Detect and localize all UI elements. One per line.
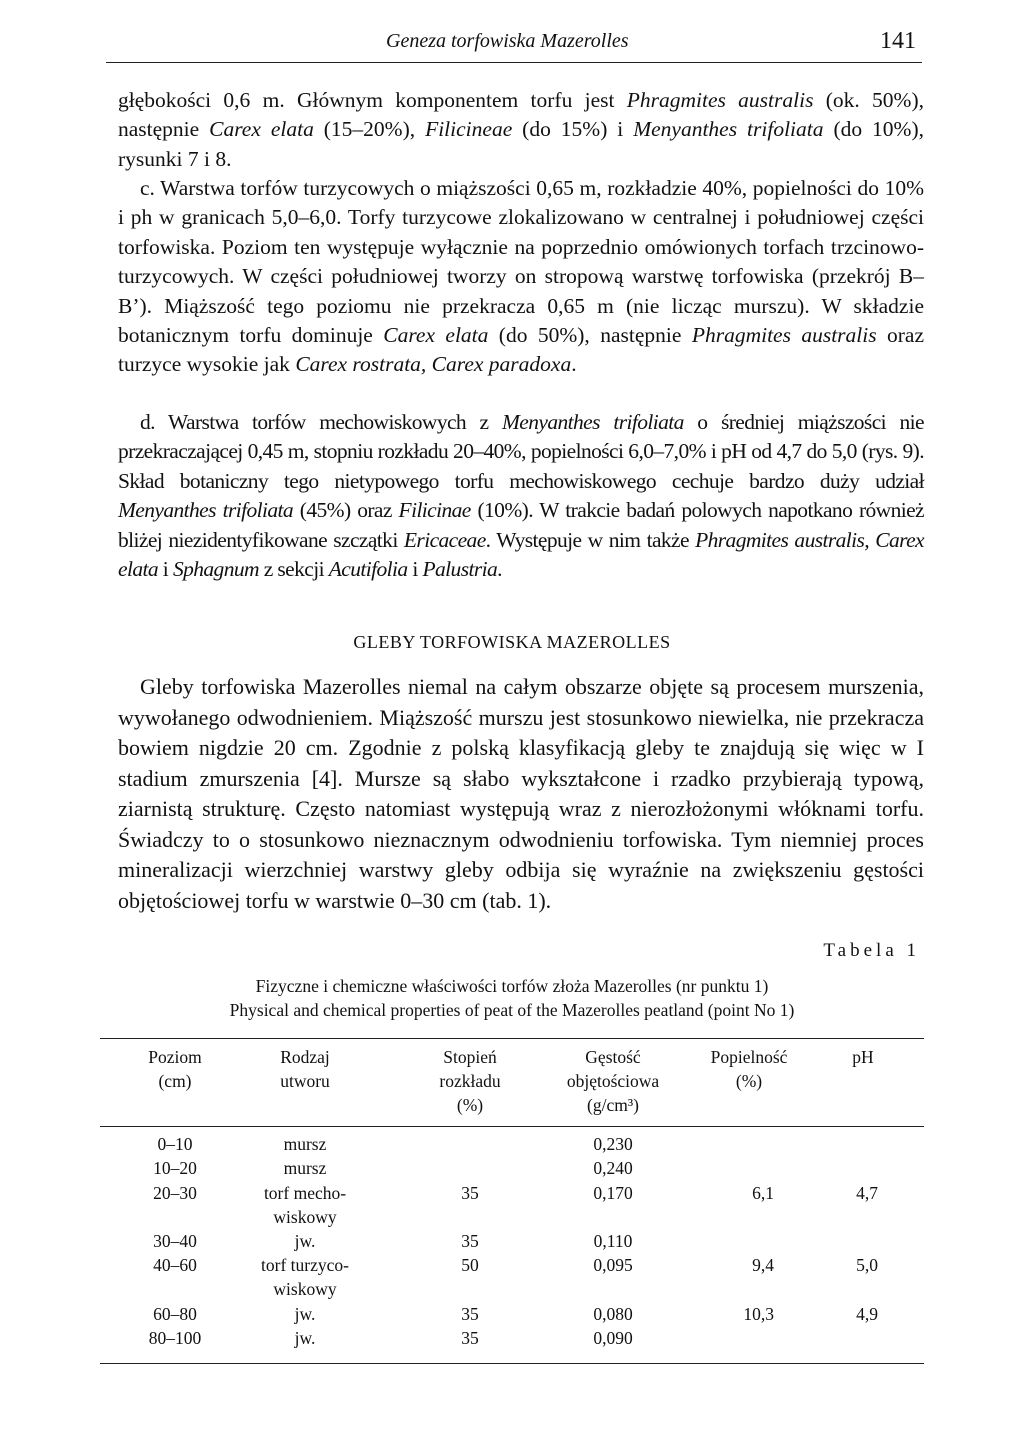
species-name: Sphagnum [172,557,259,582]
species-name: Filicinae [398,498,471,523]
text-span: (ok. 50%), następnie [118,88,924,142]
header-line: (g/cm³) [587,1095,639,1115]
column-header-gestosc [548,1045,678,1117]
species-name: Carex elata [383,323,489,348]
table-cell: 80–100 [148,1328,202,1348]
paragraph-d [118,408,924,584]
table-cell: jw. [294,1304,316,1324]
header-line: (%) [456,1095,484,1115]
table-cell: 9,4 [752,1255,774,1275]
table-cell: 40–60 [153,1255,197,1275]
table-bottom-rule [100,1363,924,1364]
text-span: (45%) oraz [293,498,399,523]
column-header-popielnosc [684,1045,814,1093]
table-cell: jw. [294,1231,316,1251]
text-span: . [497,557,502,582]
table-cell: 0,095 [593,1255,633,1275]
table-cell: 35 [461,1328,479,1348]
text-span: . [571,352,577,377]
column-header-ph [808,1045,918,1069]
table-cell: 0,230 [593,1134,633,1154]
table-cell: 35 [461,1231,479,1251]
header-line: Poziom [148,1047,202,1067]
table-cell: torf mecho- [263,1183,347,1203]
table-cell: 35 [461,1304,479,1324]
species-name: Menyanthes trifoliata [118,498,294,523]
header-line: Rodzaj [280,1047,330,1067]
table-cell: 0,240 [593,1158,633,1178]
text-span: c. Warstwa torfów turzycowych o miąższości 0,65 m, rozkładzie 40%, popielności do 10% i ph w granicach 5,0–6,0. Torfy turzycowe zlokalizowano w centralnej i południowej części torfowiska. Poziom ten występuje wyłącznie na poprzednio omówionych torfach trzcinowo-turzycowych. W części południowej tworzy on stropową warstwę torfowiska (przekrój B–B’). Miąższość tego poziomu nie przekracza 0,65 m (nie licząc murszu). W składzie botanicznym torfu dominuje [118,176,924,348]
text-span: oraz turzyce wysokie jak [118,323,925,377]
table-cell: mursz [283,1134,327,1154]
table-cell: mursz [283,1158,327,1178]
table-cell: 30–40 [153,1231,197,1251]
table-cell: 5,0 [856,1255,878,1275]
header-line: objętościowa [566,1071,660,1091]
table-top-rule [100,1038,924,1039]
header-line: rozkładu [439,1071,501,1091]
table-cell: 6,1 [752,1183,774,1203]
table-cell: 10–20 [153,1158,197,1178]
header-line: Popielność [710,1047,788,1067]
species-name: Palustria [422,557,498,582]
table-cell: 0,170 [593,1183,633,1203]
table-cell: 20–30 [153,1183,197,1203]
species-name: Acutifolia [328,557,408,582]
section-heading: GLEBY TORFOWISKA MAZEROLLES [353,632,671,652]
text-span: . Występuje w nim także [485,527,696,552]
section-body: Gleby torfowiska Mazerolles niemal na całym obszarze objęte są procesem murszenia, wywołanego odwodnieniem. Miąższość murszu jest stosunkowo niewielka, nie przekracza bowiem nigdzie 20 cm. Zgodnie z polską klasyfikacją gleby te znajdują się więc w I stadium zmurszenia [4]. Mursze są słabo wykształcone i rzadko przybierają typową, ziarnistą strukturę. Często natomiast występują wraz z nierozłożonymi włóknami torfu. Świadczy to o stosunkowo nieznacznym odwodnieniu torfowiska. Tym niemniej proces mineralizacji wierzchniej warstwy gleby odbija się wyraźnie na zwiększeniu gęstości objętościowej torfu w warstwie 0–30 cm (tab. 1). [118,674,924,913]
species-name: Carex elata [209,117,314,142]
text-span: i [407,557,423,582]
table-cell: 4,9 [856,1304,878,1324]
header-line: pH [852,1047,874,1067]
species-name: Carex rostrata, Carex paradoxa [295,352,572,377]
page-number: 141 [880,28,916,54]
header-line: (%) [735,1071,763,1091]
species-name: Menyanthes trifoliata [501,410,684,434]
species-name: Phragmites australis, Carex elata [118,527,924,582]
paragraph-c [118,174,924,380]
text-span: (do 10%), rysunki 7 i 8. [118,117,924,171]
table-cell: 50 [461,1255,479,1275]
text-span: (15–20%), [313,117,426,142]
species-name: Ericaceae [403,527,486,552]
table-cell: 35 [461,1183,479,1203]
text-span: (do 15%) i [512,117,634,142]
column-header-rodzaj [240,1045,370,1093]
text-span: i [158,557,173,582]
column-header-stopien [405,1045,535,1117]
species-name: Phragmites australis [691,323,877,348]
table-header-rule [100,1126,924,1127]
table-caption-english: Physical and chemical properties of peat of the Mazerolles peatland (point No 1) [229,1000,795,1020]
table-cell: wiskowy [273,1279,337,1299]
text-span: (10%). W trakcie badań polowych napotkano również bliżej niezidentyfikowane szczątki [118,498,924,552]
text-span: d. Warstwa torfów mechowiskowych z [140,410,502,434]
paragraph-b-continued [118,86,924,174]
table-cell: 10,3 [743,1304,774,1324]
table-cell: torf turzyco- [261,1255,349,1275]
header-line: utworu [280,1071,330,1091]
species-name: Menyanthes trifoliata [633,117,824,142]
text-span: głębokości 0,6 m. Głównym komponentem torfu jest [118,88,627,112]
header-line: Gęstość [585,1047,641,1067]
table-label: Tabela 1 [823,940,920,961]
table-cell: wiskowy [273,1207,337,1227]
species-name: Filicineae [425,117,513,142]
text-span: (do 50%), następnie [488,323,692,348]
column-header-poziom [120,1045,230,1093]
table-cell: 0,110 [593,1231,633,1251]
table-cell: 0,090 [593,1328,633,1348]
header-line: Stopień [443,1047,497,1067]
header-line: (cm) [158,1071,192,1091]
text-span: z sekcji [258,557,329,582]
species-name: Phragmites australis [626,88,814,112]
text-span: o średniej miąższości nie przekraczającej 0,45 m, stopniu rozkładu 20–40%, popielności 6,0–7,0% i pH od 4,7 do 5,0 (rys. 9). Skład botaniczny tego nietypowego torfu mechowiskowego cechuje bardzo duży udział [118,410,924,493]
running-header [106,26,922,63]
table-cell: jw. [294,1328,316,1348]
running-title: Geneza torfowiska Mazerolles [386,30,629,52]
table-cell: 0–10 [157,1134,193,1154]
table-cell: 60–80 [153,1304,197,1324]
table-caption-polish: Fizyczne i chemiczne właściwości torfów złoża Mazerolles (nr punktu 1) [255,976,769,996]
table-cell: 0,080 [593,1304,633,1324]
table-cell: 4,7 [856,1183,878,1203]
